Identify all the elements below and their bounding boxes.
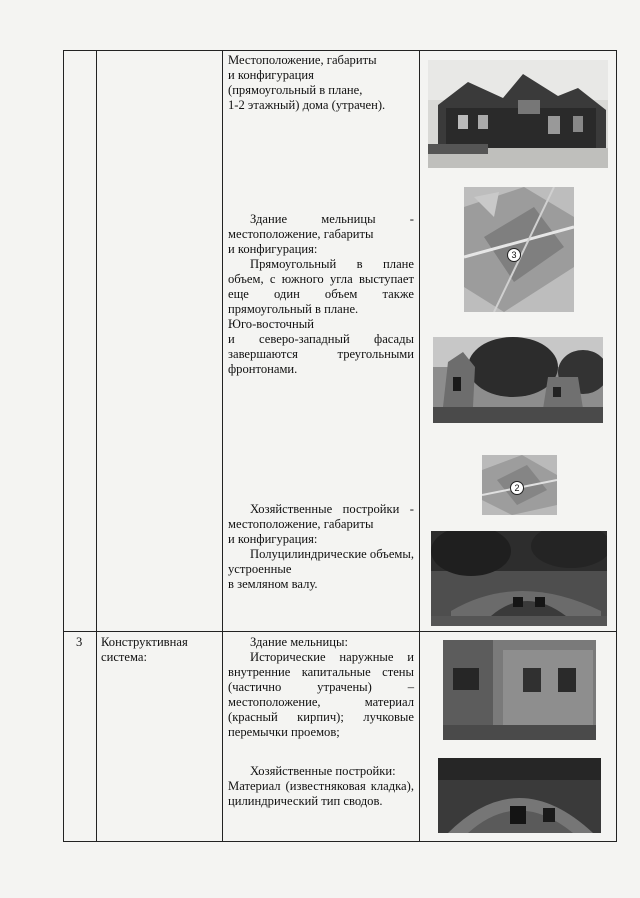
outbuildings-structure-body: Материал (известняковая кладка), цилиндрический тип сводов.	[228, 779, 414, 808]
house-line-3: (прямоугольный в плане,	[228, 83, 363, 97]
table-left-border	[63, 50, 64, 842]
mill-body: Прямоугольный в плане объем, с южного угла выступает еще один объем также прямоугольный в плане.	[228, 257, 414, 316]
row-3-number: 3	[76, 635, 83, 649]
table-col-divider-3	[419, 50, 420, 842]
table-top-border	[63, 50, 617, 51]
outbuildings-heading: Хозяйственные постройки - местоположение, габариты	[228, 502, 414, 531]
row-divider	[63, 631, 617, 632]
outbuildings-description	[228, 502, 414, 592]
house-description	[228, 53, 414, 113]
wooden-house-photo	[428, 60, 608, 168]
outbuildings-structure-description	[228, 764, 414, 809]
mill-heading: Здание мельницы - местоположение, габариты	[228, 212, 414, 241]
table-col-divider-1	[96, 50, 97, 842]
map-marker-3: 3	[507, 248, 521, 262]
house-line-2: и конфигурация	[228, 68, 314, 82]
mill-body-line-2: Юго-восточный	[228, 317, 314, 331]
table-bottom-border	[63, 841, 617, 842]
mill-ruins-photo	[433, 337, 603, 423]
mill-heading-cont: и конфигурация:	[228, 242, 318, 256]
row-3-category: Конструктивная система:	[101, 635, 188, 664]
outbuildings-body: Полуцилиндрические объемы, устроенные	[228, 547, 414, 576]
mill-structure-description	[228, 635, 414, 740]
mill-body-line-3: и северо-западный фасады завершаются треугольными фронтонами.	[228, 332, 414, 376]
outbuildings-body-line-2: в земляном валу.	[228, 577, 318, 591]
mill-wall-photo	[443, 640, 596, 740]
mill-structure-body: Исторические наружные и внутренние капитальные стены (частично утрачены) – местоположение, материал (красный кирпич); лучковые перемычки проемов;	[228, 650, 414, 739]
house-line-4: 1-2 этажный) дома (утрачен).	[228, 98, 386, 112]
table-right-border	[616, 50, 617, 842]
mill-structure-heading: Здание мельницы:	[250, 635, 348, 649]
vaults-photo	[431, 531, 607, 626]
mill-description	[228, 212, 414, 377]
outbuildings-heading-cont: и конфигурация:	[228, 532, 318, 546]
table-col-divider-2	[222, 50, 223, 842]
house-line-1: Местоположение, габариты	[228, 53, 377, 67]
map-marker-2: 2	[510, 481, 524, 495]
vault-arch-photo	[438, 758, 601, 833]
outbuildings-structure-heading: Хозяйственные постройки:	[250, 764, 396, 778]
